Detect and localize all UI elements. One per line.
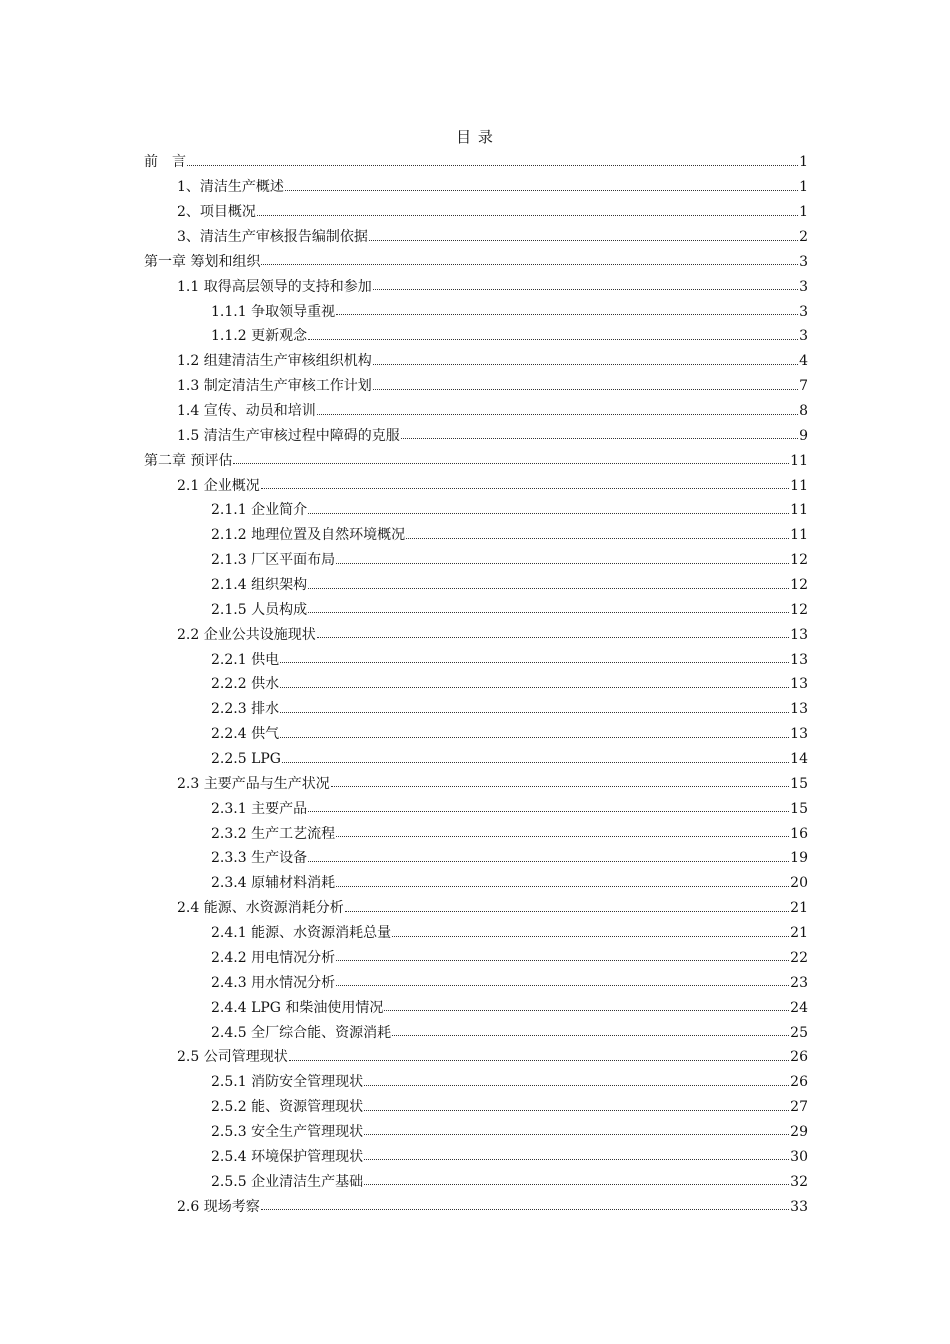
dot-leader [308,861,789,862]
dot-leader [308,811,789,812]
toc-entry-page-number: 1 [799,154,808,171]
toc-entry-page-number: 3 [799,253,808,270]
toc-entry-page-number: 29 [790,1123,808,1140]
toc-entry-page-number: 14 [790,751,808,768]
toc-entry-title: 2.1.5 人员构成 [211,601,308,618]
dot-leader [317,637,789,638]
toc-entry-page-number: 26 [790,1074,808,1091]
toc-entry[interactable] [144,771,808,796]
toc-entry-title: 2.4.5 全厂综合能、资源消耗 [211,1024,392,1041]
dot-leader [336,836,789,837]
toc-entry-page-number: 26 [790,1049,808,1066]
dot-leader [308,513,789,514]
toc-entry-title: 2.1.3 厂区平面布局 [211,552,336,569]
dot-leader [336,960,789,961]
toc-entry-page-number: 13 [790,626,808,643]
toc-entry[interactable] [144,970,808,995]
toc-entry-page-number: 11 [790,477,808,494]
toc-entry-page-number: 3 [799,303,808,320]
toc-entry[interactable] [144,1144,808,1169]
toc-entry-page-number: 11 [790,502,808,519]
toc-entry-page-number: 1 [799,204,808,221]
toc-entry-title: 2.1.1 企业简介 [211,502,308,519]
toc-entry-title: 1.1 取得高层领导的支持和参加 [177,278,372,295]
toc-entry-page-number: 32 [790,1173,808,1190]
toc-entry-page-number: 7 [799,378,808,395]
toc-entry[interactable] [144,946,808,971]
toc-entry-title: 2.3.4 原辅材料消耗 [211,875,336,892]
toc-entry[interactable] [144,1020,808,1045]
toc-entry-title: 2.2.5 LPG [211,751,281,768]
toc-entry-page-number: 13 [790,676,808,693]
toc-entry-page-number: 25 [790,1024,808,1041]
toc-entry[interactable] [144,573,808,598]
toc-entry-title: 2.6 现场考察 [177,1198,260,1215]
toc-entry-page-number: 2 [799,229,808,245]
toc-entry-title: 1.1.1 争取领导重视 [211,303,336,320]
dot-leader [364,1159,789,1160]
toc-entry-page-number: 4 [799,353,808,370]
toc-entry[interactable] [144,150,808,175]
toc-entry[interactable] [144,647,808,672]
toc-entry[interactable] [144,299,808,324]
dot-leader [233,463,789,464]
toc-entry-page-number: 11 [790,527,808,544]
dot-leader [187,165,798,166]
toc-entry[interactable] [144,846,808,871]
dot-leader [373,289,798,290]
toc-entry-title: 2、项目概况 [177,204,256,221]
toc-entry-page-number: 13 [790,651,808,668]
toc-entry[interactable] [144,523,808,548]
dot-leader [336,985,789,986]
toc-entry[interactable] [144,274,808,299]
toc-entry-page-number: 30 [790,1148,808,1165]
dot-leader [384,1010,789,1011]
toc-entry-title: 2.2.3 排水 [211,701,280,718]
toc-entry[interactable] [144,249,808,274]
dot-leader [392,1035,789,1036]
dot-leader [336,886,789,887]
toc-entry[interactable] [144,498,808,523]
page-title: 目 录 [456,128,494,146]
toc-entry-page-number: 12 [790,552,808,569]
toc-entry-page-number: 15 [790,800,808,817]
toc-entry-page-number: 15 [790,775,808,792]
toc-entry-title: 2.4.3 用水情况分析 [211,974,336,991]
dot-leader [336,314,798,315]
toc-entry-title: 1、清洁生产概述 [177,179,284,196]
toc-entry-title: 2.5.1 消防安全管理现状 [211,1074,364,1091]
toc-entry-page-number: 3 [799,278,808,295]
toc-entry-title: 2.2.4 供气 [211,726,280,743]
toc-entry[interactable] [144,473,808,498]
dot-leader [364,1184,789,1185]
toc-entry-page-number: 27 [790,1099,808,1116]
toc-entry-title: 2.4.4 LPG 和柴油使用情况 [211,999,384,1016]
toc-entry-page-number: 12 [790,601,808,618]
toc-entry-title: 2.4.2 用电情况分析 [211,949,336,966]
toc-entry-title: 2.2.1 供电 [211,651,280,668]
toc-entry[interactable] [144,622,808,647]
dot-leader [308,612,789,613]
toc-entry-page-number: 22 [790,949,808,966]
toc-entry[interactable] [144,423,808,448]
dot-leader [282,762,789,763]
dot-leader [364,1110,789,1111]
toc-entry-title: 2.3.2 生产工艺流程 [211,825,336,842]
toc-entry[interactable] [144,995,808,1020]
toc-entry-title: 2.3.3 生产设备 [211,850,308,867]
toc-entry-title: 2.4 能源、水资源消耗分析 [177,900,344,917]
dot-leader [257,215,798,216]
toc-entry-page-number: 21 [790,925,808,942]
dot-leader [285,190,798,191]
toc-entry-title: 1.1.2 更新观念 [211,328,308,345]
toc-entry[interactable] [144,1120,808,1145]
dot-leader [406,538,789,539]
dot-leader [280,687,789,688]
toc-entry-title: 1.3 制定清洁生产审核工作计划 [177,378,372,395]
dot-leader [261,1209,789,1210]
toc-entry-title: 2.3 主要产品与生产状况 [177,775,330,792]
toc-entry-title: 2.5 公司管理现状 [177,1049,288,1066]
toc-entry-page-number: 8 [799,403,808,420]
dot-leader [308,588,789,589]
toc-entry[interactable] [144,548,808,573]
toc-entry-page-number: 20 [790,875,808,892]
toc-entry[interactable] [144,871,808,896]
dot-leader [401,438,798,439]
toc-entry[interactable] [144,448,808,473]
toc-entry[interactable] [144,747,808,772]
dot-leader [336,563,789,564]
toc-entry[interactable] [144,225,808,250]
toc-entry[interactable] [144,175,808,200]
toc-entry-title: 2.2 企业公共设施现状 [177,626,316,643]
toc-entry[interactable] [144,1194,808,1219]
toc-entry[interactable] [144,1070,808,1095]
toc-entry-page-number: 19 [790,850,808,867]
dot-leader [280,662,789,663]
toc-entry-page-number: 13 [790,726,808,743]
toc-entry-title: 第二章 预评估 [144,452,233,469]
toc-entry-title: 2.1.4 组织架构 [211,577,308,594]
toc-entry-title: 2.1 企业概况 [177,477,260,494]
toc-entry-title: 2.2.2 供水 [211,676,280,693]
toc-entry-title: 第一章 筹划和组织 [144,253,261,270]
table-of-contents [144,150,808,1219]
toc-entry[interactable] [144,672,808,697]
toc-entry[interactable] [144,722,808,747]
dot-leader [317,414,798,415]
toc-entry-page-number: 3 [799,328,808,345]
toc-entry-title: 1.5 清洁生产审核过程中障碍的克服 [177,427,400,444]
toc-entry[interactable] [144,399,808,424]
dot-leader [345,911,789,912]
dot-leader [364,1134,789,1135]
toc-entry-title: 2.3.1 主要产品 [211,800,308,817]
toc-entry-title: 前 言 [144,154,186,171]
toc-entry[interactable] [144,821,808,846]
toc-entry-title: 2.5.2 能、资源管理现状 [211,1099,364,1116]
toc-entry[interactable] [144,349,808,374]
toc-entry-title: 1.4 宣传、动员和培训 [177,403,316,420]
dot-leader [392,936,789,937]
toc-entry[interactable] [144,374,808,399]
toc-entry-page-number: 9 [799,427,808,444]
toc-entry-page-number: 1 [799,179,808,196]
toc-entry[interactable] [144,896,808,921]
toc-entry[interactable] [144,1045,808,1070]
dot-leader [308,339,798,340]
dot-leader [373,364,798,365]
dot-leader [369,240,798,241]
toc-entry-page-number: 21 [790,900,808,917]
dot-leader [280,712,789,713]
toc-entry[interactable] [144,921,808,946]
dot-leader [331,786,789,787]
toc-entry-page-number: 11 [790,452,808,469]
toc-entry-title: 2.1.2 地理位置及自然环境概况 [211,527,406,544]
dot-leader [364,1085,789,1086]
toc-entry[interactable] [144,796,808,821]
toc-entry-page-number: 24 [790,999,808,1016]
dot-leader [261,488,789,489]
dot-leader [280,737,789,738]
toc-entry[interactable] [144,324,808,349]
toc-entry-title: 3、清洁生产审核报告编制依据 [177,229,368,245]
toc-entry[interactable] [144,1169,808,1194]
toc-entry-page-number: 13 [790,701,808,718]
dot-leader [373,389,798,390]
toc-entry-page-number: 16 [790,825,808,842]
toc-entry[interactable] [144,1095,808,1120]
toc-entry[interactable] [144,200,808,225]
toc-entry[interactable] [144,697,808,722]
dot-leader [261,264,798,265]
toc-entry-title: 2.5.5 企业清洁生产基础 [211,1173,364,1190]
toc-entry-title: 2.5.3 安全生产管理现状 [211,1123,364,1140]
toc-entry-title: 1.2 组建清洁生产审核组织机构 [177,353,372,370]
toc-entry-title: 2.5.4 环境保护管理现状 [211,1148,364,1165]
dot-leader [289,1060,789,1061]
toc-entry-page-number: 33 [790,1198,808,1215]
toc-entry-title: 2.4.1 能源、水资源消耗总量 [211,925,392,942]
toc-entry[interactable] [144,597,808,622]
toc-entry-page-number: 12 [790,577,808,594]
toc-entry-page-number: 23 [790,974,808,991]
